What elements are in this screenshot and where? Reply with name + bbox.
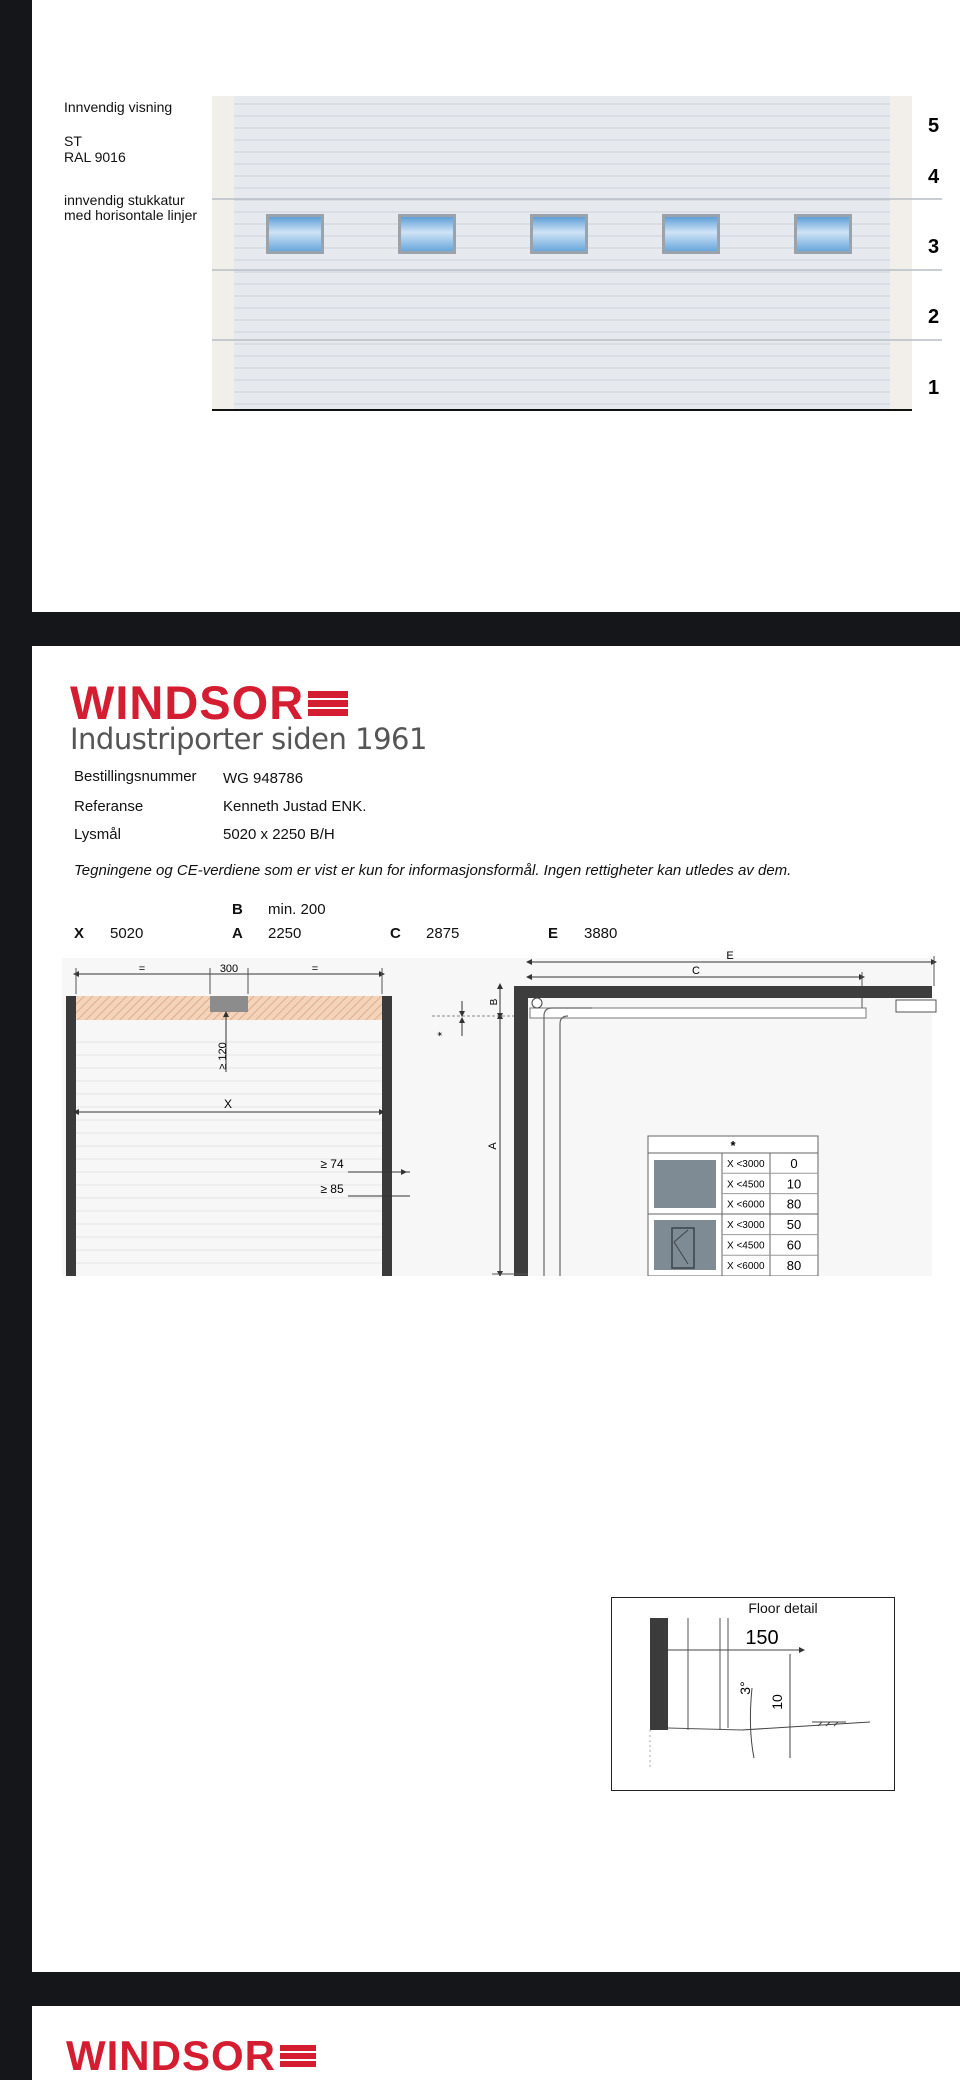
windsor-logo	[70, 678, 427, 756]
min-85-label: ≥ 85	[320, 1182, 344, 1196]
right-jamb	[382, 996, 392, 1276]
view-label: Innvendig visning	[64, 99, 173, 115]
horizontal-track	[530, 1008, 866, 1018]
page-next	[32, 2006, 960, 2080]
gap-300-label: 300	[219, 963, 239, 975]
windsor-logo-next	[66, 2034, 316, 2078]
order-value-number: WG 948786	[223, 770, 304, 787]
eq-left-label: =	[138, 963, 146, 975]
page-inside-view	[32, 0, 960, 612]
dim-key-a: A	[232, 925, 243, 942]
window-pane	[665, 217, 717, 251]
star-table	[648, 1136, 818, 1276]
logo-wordmark: WINDSOR	[70, 676, 305, 729]
dim-key-x: X	[74, 925, 85, 942]
spring-shaft-icon	[532, 998, 542, 1008]
floor-detail-title: Floor detail	[748, 1600, 818, 1616]
table-cell-condition: X <3000	[727, 1220, 765, 1231]
left-frame	[212, 96, 234, 409]
table-cell-value: 10	[786, 1176, 802, 1192]
right-frame	[890, 96, 912, 409]
table-cell-value: 60	[786, 1237, 802, 1253]
surface-label-2: med horisontale linjer	[64, 207, 198, 223]
eq-right-label: =	[311, 963, 319, 975]
order-value-reference: Kenneth Justad ENK.	[223, 798, 367, 815]
window-pane	[401, 217, 453, 251]
a-dim-label: A	[487, 1142, 499, 1150]
order-label-reference: Referanse	[74, 798, 144, 815]
logo-tagline: Industriporter siden 1961	[70, 722, 427, 756]
floor-detail-drawing	[612, 1598, 894, 1790]
table-cell-value: 50	[786, 1217, 802, 1232]
motor-block	[210, 996, 248, 1012]
table-cell-value: 80	[786, 1258, 802, 1274]
table-cell-condition: X <4500	[727, 1240, 765, 1252]
ral-code: RAL 9016	[64, 149, 126, 165]
dim-key-b: B	[232, 901, 243, 918]
floor-detail-box	[611, 1597, 895, 1791]
section-number-4: 4	[928, 166, 940, 188]
window-pane	[533, 217, 585, 251]
dim-key-e: E	[548, 925, 559, 942]
door-inside-drawing	[32, 0, 960, 612]
surface-label-1: innvendig stukkatur	[64, 192, 185, 208]
x-width-label: X	[223, 1097, 233, 1111]
e-dim-label: E	[726, 950, 734, 962]
logo-wordmark-next: WINDSOR	[66, 2032, 276, 2079]
table-cell-value: 80	[786, 1196, 802, 1212]
side-wall	[514, 986, 528, 1276]
table-cell-value: 0	[790, 1156, 798, 1171]
disclaimer-text: Tegningene og CE-verdiene som er vist er kun for informasjonsformål. Ingen rettigheter kan utledes av dem.	[74, 862, 792, 879]
logo-stripes-icon-next	[280, 2043, 316, 2069]
dim-value-e: 3880	[584, 925, 618, 942]
min-74-label: ≥ 74	[320, 1157, 344, 1171]
left-jamb	[66, 996, 76, 1276]
section-number-1: 1	[928, 377, 940, 399]
dim-value-c: 2875	[426, 925, 460, 942]
table-cell-condition: X <6000	[727, 1261, 765, 1273]
floor-dim-150: 150	[745, 1627, 779, 1649]
table-cell-condition: X <3000	[727, 1159, 765, 1170]
section-number-3: 3	[928, 236, 940, 258]
dim-value-x: 5020	[110, 925, 144, 942]
floor-angle: 3°	[737, 1681, 753, 1695]
order-value-opening: 5020 x 2250 B/H	[223, 826, 335, 843]
table-cell-condition: X <6000	[727, 1199, 765, 1211]
window-pane	[269, 217, 321, 251]
c-dim-label: C	[692, 965, 700, 977]
order-label-number: Bestillingsnummer	[74, 768, 197, 785]
logo-stripes-icon	[308, 689, 348, 718]
table-header: *	[730, 1138, 736, 1153]
technical-drawing	[32, 946, 960, 1276]
plain-door-icon	[654, 1160, 716, 1208]
page-order-drawing	[32, 646, 960, 1972]
dim-value-a: 2250	[268, 925, 302, 942]
star-mark: *	[435, 1031, 449, 1037]
order-label-opening: Lysmål	[74, 826, 121, 843]
b-dim-label: B	[489, 998, 500, 1006]
window-pane	[797, 217, 849, 251]
min-120-label: ≥ 120	[217, 1042, 229, 1070]
section-number-2: 2	[928, 306, 940, 328]
floor-dim-10: 10	[769, 1694, 785, 1710]
dim-key-c: C	[390, 925, 401, 942]
ceiling-beam	[514, 986, 932, 998]
dim-value-b: min. 200	[268, 901, 326, 918]
table-cell-condition: X <4500	[727, 1179, 765, 1191]
section-number-5: 5	[928, 115, 940, 137]
opener-unit	[896, 1000, 936, 1012]
material-code: ST	[64, 133, 82, 149]
